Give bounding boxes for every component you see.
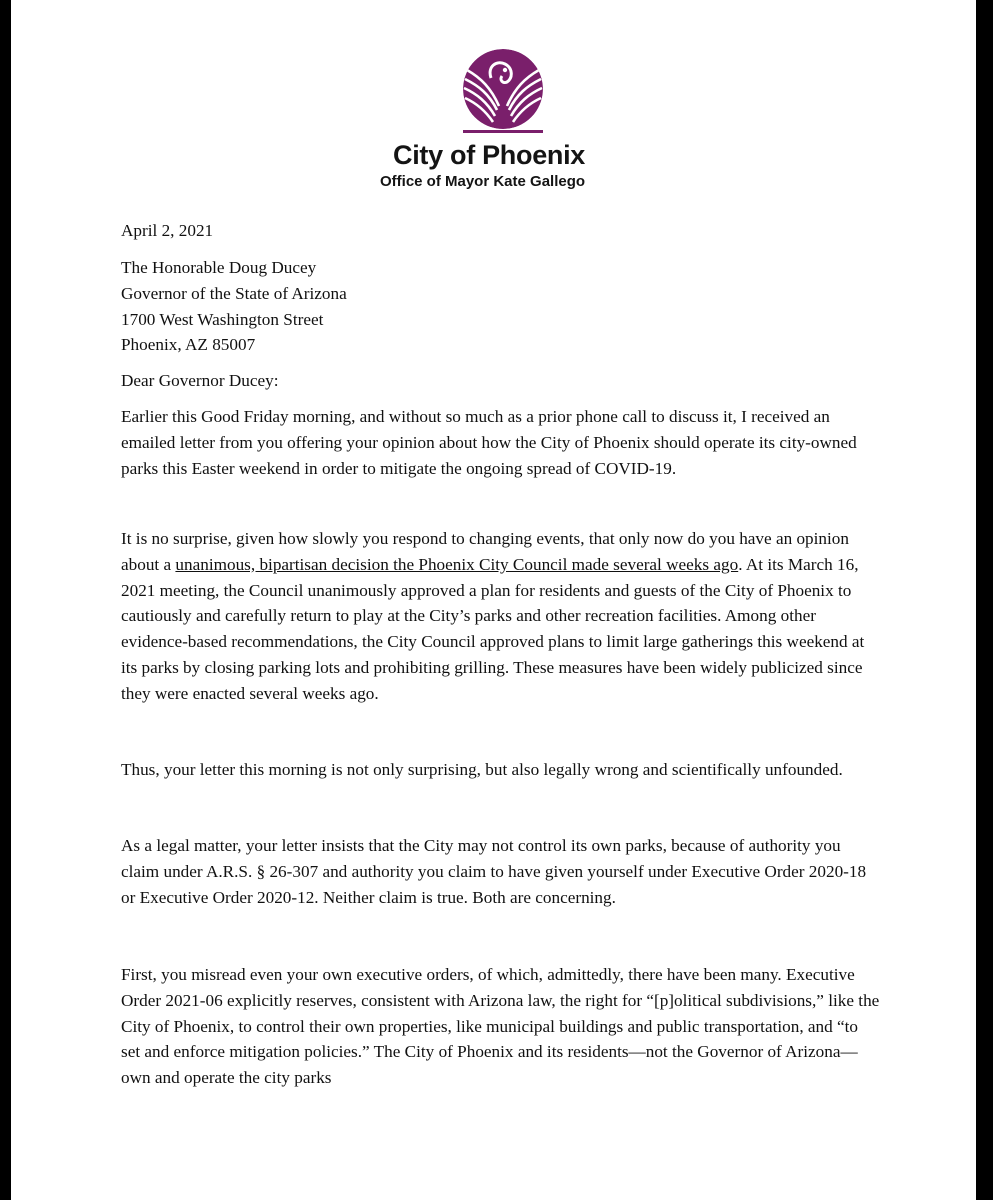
paragraph-2 bbox=[121, 526, 881, 707]
paragraph-1: Earlier this Good Friday morning, and without so much as a prior phone call to discuss it, I received an emailed letter from you offering your opinion about how the City of Phoenix should operate its city-owned parks this Easter weekend in order to mitigate the ongoing spread of COVID-19. bbox=[121, 407, 857, 478]
paragraph-4: As a legal matter, your letter insists that the City may not control its own parks, because of authority you claim under A.R.S. § 26-307 and authority you claim to have given yourself under Executive Order 2020-18 or Executive Order 2020-12. Neither claim is true. Both are concerning. bbox=[121, 836, 867, 907]
recipient-address bbox=[121, 255, 881, 358]
letterhead-org-name: City of Phoenix bbox=[393, 140, 586, 170]
paragraph-3: Thus, your letter this morning is not only surprising, but also legally wrong and scientifically unfounded. bbox=[121, 760, 843, 779]
recipient-title: Governor of the State of Arizona bbox=[121, 283, 347, 303]
paragraph-5: First, you misread even your own executive orders, of which, admittedly, there have been many. Executive Order 2021-06 explicitly reserves, consistent with Arizona law, the right for “[p]olitical subdivisions,” like the City of Phoenix, to control their own properties, like municipal buildings and public transportation, and “to set and enforce mitigation policies.” The City of Phoenix and its residents—not the Governor of Arizona—own and operate the city parks bbox=[121, 965, 880, 1088]
letter-page bbox=[11, 0, 976, 1200]
recipient-city: Phoenix, AZ 85007 bbox=[121, 335, 256, 355]
phoenix-bird-icon bbox=[455, 48, 551, 134]
recipient-street: 1700 West Washington Street bbox=[121, 309, 324, 329]
salutation: Dear Governor Ducey: bbox=[121, 371, 279, 390]
paragraph-2-before: It is no surprise, given how slowly you respond to changing events, that only now do you have an opinion about a bbox=[121, 529, 849, 574]
letterhead-office: Office of Mayor Kate Gallego bbox=[380, 173, 586, 190]
paragraph-2-after: . At its March 16, 2021 meeting, the Council unanimously approved a plan for residents and guests of the City of Phoenix to cautiously and carefully return to play at the City’s parks and other recreation facilities. Among other evidence-based recommendations, the City Council approved plans to limit large gatherings this weekend at its parks by closing parking lots and prohibiting grilling. These measures have been widely publicized since they were enacted several weeks ago. bbox=[121, 554, 865, 703]
recipient-name: The Honorable Doug Ducey bbox=[121, 258, 317, 277]
letter-date: April 2, 2021 bbox=[121, 221, 214, 240]
paragraph-2-underlined: unanimous, bipartisan decision the Phoenix City Council made several weeks ago bbox=[175, 554, 739, 574]
